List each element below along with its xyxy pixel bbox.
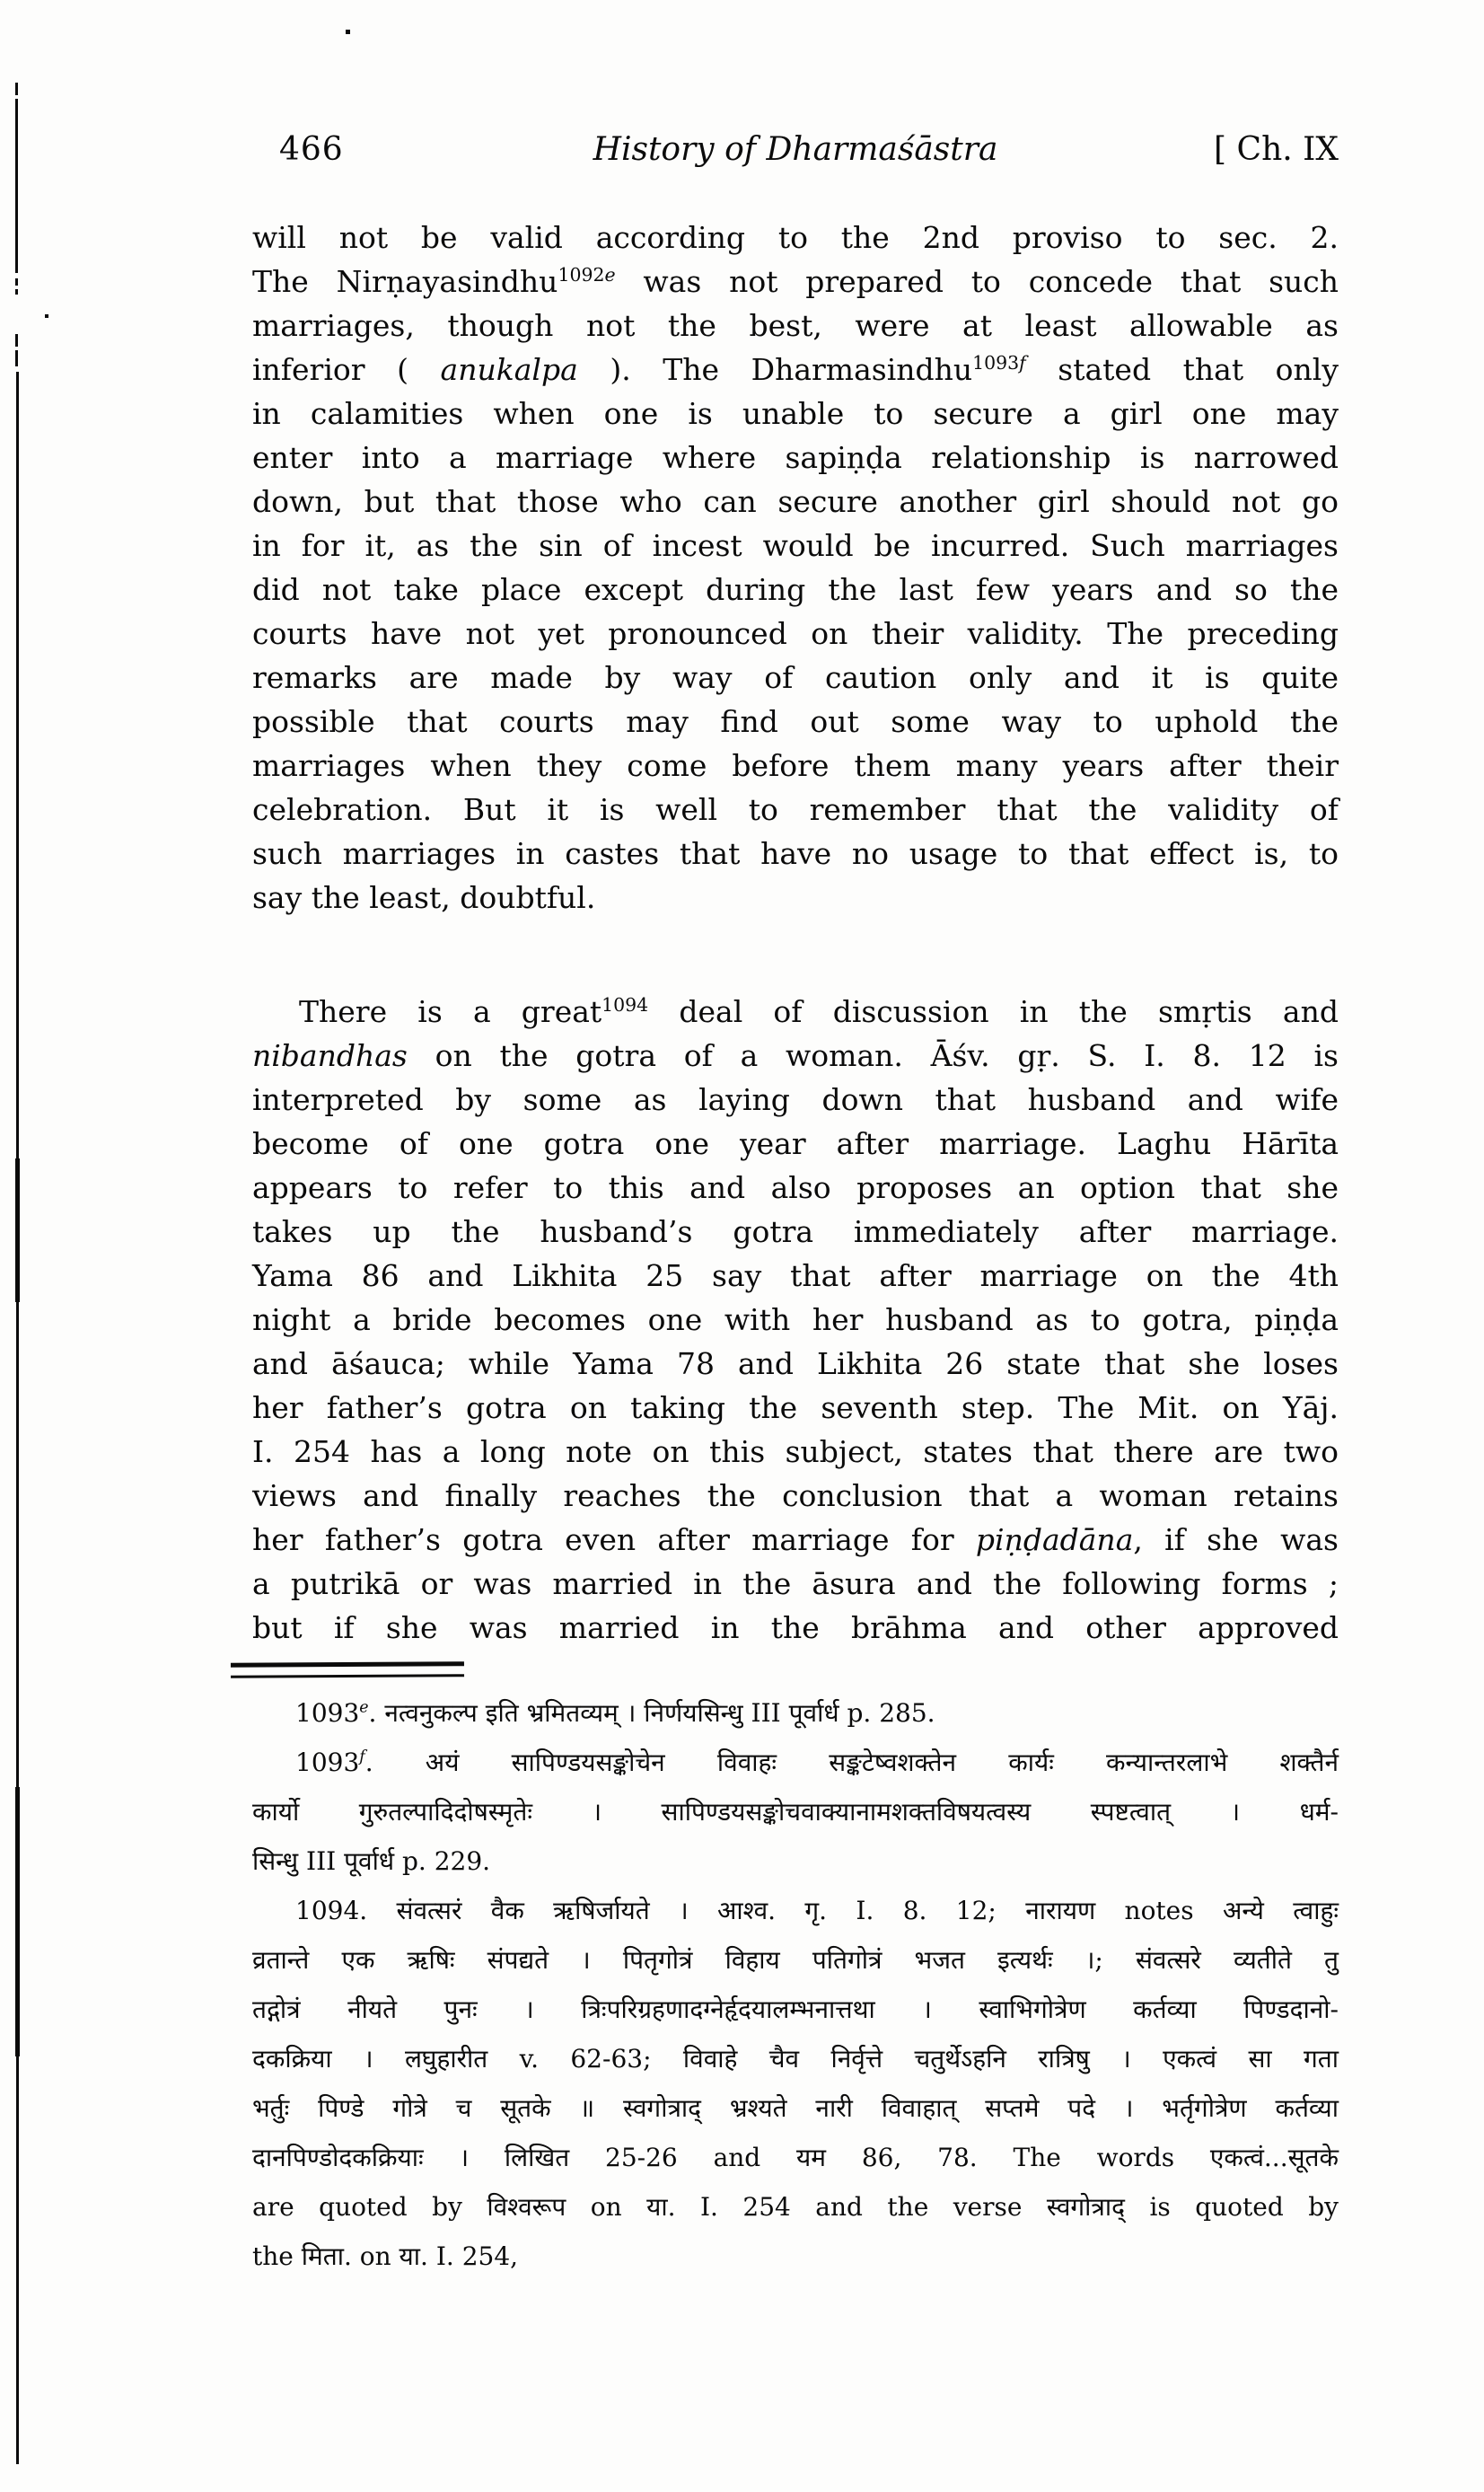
- footnote-marker: f: [359, 1748, 365, 1766]
- chapter-reference: [ Ch. IX: [1214, 131, 1339, 168]
- text-segment: तद्गोत्रं नीयते पुनः । त्रिःपरिग्रहणादग्नेर्हृदयालम्भनात्तथा । स्वाभिगोत्रेण कर्तव्या पिण्डदानो-: [252, 1994, 1339, 2024]
- text-segment: stated that only: [1025, 352, 1339, 387]
- text-line: [252, 1386, 1339, 1430]
- text-segment: 1093: [295, 1698, 360, 1728]
- footnote-line: [252, 2133, 1339, 2182]
- footnote-line: [252, 1688, 1339, 1738]
- text-line: [252, 788, 1339, 832]
- text-segment: remarks are made by way of caution only and it is quite: [252, 660, 1339, 695]
- scan-artifact-line: [15, 350, 18, 366]
- footnote-line: [252, 1935, 1339, 1985]
- running-header: [252, 131, 1339, 171]
- text-line: [252, 480, 1339, 524]
- text-segment: 1094. संवत्सरं वैक ऋषिर्जायते । आश्व. गृ. I. 8. 12; नारायण notes अन्ये त्वाहुः: [295, 1896, 1339, 1925]
- text-segment: courts have not yet pronounced on their validity. The preceding: [252, 616, 1339, 651]
- text-segment: . अयं सापिण्डयसङ्कोचेन विवाहः सङ्कटेष्वशक्तेन कार्यः कन्यान्तरलाभे शक्तैर्न: [364, 1748, 1339, 1777]
- text-line: [252, 656, 1339, 700]
- para-1: [252, 216, 1339, 920]
- text-segment: celebration. But it is well to remember that the validity of: [252, 792, 1339, 827]
- footnote-line: [252, 2034, 1339, 2083]
- book-title: History of Dharmaśāstra: [593, 131, 998, 168]
- text-segment: appears to refer to this and also proposes an option that she: [252, 1170, 1339, 1205]
- text-line: [252, 348, 1339, 392]
- text-line: [252, 700, 1339, 744]
- text-segment: भर्तुः पिण्डे गोत्रे च सूतके ॥ स्वगोत्राद् भ्रश्यते नारी विवाहात् सप्तमे पदे । भर्तृगोत्रेण कर्तव्या: [252, 2093, 1339, 2123]
- text-segment: कार्यो गुरुतल्पादिदोषस्मृतेः । सापिण्डयसङ्कोचवाक्यानामशक्तविषयत्वस्य स्पष्टत्वात् । धर्म-: [252, 1797, 1339, 1827]
- scan-artifact-line: [15, 278, 18, 286]
- text-line: [252, 1430, 1339, 1474]
- scan-artifact-speck: [45, 314, 48, 318]
- text-segment: was not prepared to concede that such: [615, 264, 1339, 299]
- text-segment: on the gotra of a woman. Āśv. gṛ. S. I. 8. 12 is: [407, 1038, 1339, 1073]
- text-line: [252, 260, 1339, 304]
- scan-artifact-line: [15, 1787, 20, 2056]
- text-segment: दकक्रिया । लघुहारीत v. 62-63; विवाहे चैव निर्वृत्ते चतुर्थेऽहनि रात्रिषु । एकत्वं सा गता: [252, 2044, 1339, 2074]
- text-line: [252, 1078, 1339, 1122]
- footnote-line: [252, 1738, 1339, 1787]
- text-line: [252, 436, 1339, 480]
- text-segment: views and finally reaches the conclusion that a woman retains: [252, 1478, 1339, 1513]
- text-segment: I. 254 has a long note on this subject, states that there are two: [252, 1434, 1339, 1469]
- page-number: 466: [279, 131, 344, 168]
- text-segment: become of one gotra one year after marriage. Laghu Hārīta: [252, 1126, 1339, 1161]
- text-line: [252, 876, 1339, 920]
- text-segment: anukalpa: [440, 352, 578, 387]
- text-segment: ). The Dharmasindhu: [577, 352, 973, 387]
- text-segment: nibandhas: [252, 1038, 408, 1073]
- text-line: [252, 1562, 1339, 1606]
- text-segment: . नत्वनुकल्प इति भ्रमितव्यम् । निर्णयसिन्धु III पूर्वार्ध p. 285.: [368, 1698, 935, 1728]
- footnote-marker: e: [604, 264, 616, 286]
- text-segment: did not take place except during the last few years and so the: [252, 572, 1339, 607]
- footnote-line: [252, 1985, 1339, 2034]
- text-line: [252, 1518, 1339, 1562]
- text-line: [252, 524, 1339, 568]
- text-segment: her father’s gotra on taking the seventh step. The Mit. on Yāj.: [252, 1390, 1339, 1425]
- footnote-marker: e: [359, 1698, 369, 1717]
- text-line: [252, 1210, 1339, 1254]
- scan-artifact-line: [16, 372, 19, 2464]
- text-line: [252, 1254, 1339, 1298]
- text-line: [252, 392, 1339, 436]
- scan-artifact-speck: [346, 30, 350, 34]
- text-line: [252, 744, 1339, 788]
- text-segment: व्रतान्ते एक ऋषिः संपद्यते । पितृगोत्रं विहाय पतिगोत्रं भजत इत्यर्थः ।; संवत्सरे व्यतीते तु: [252, 1945, 1339, 1975]
- text-line: [252, 1166, 1339, 1210]
- text-line: [252, 1342, 1339, 1386]
- footnote-line: [252, 2083, 1339, 2133]
- text-segment: marriages, though not the best, were at least allowable as: [252, 308, 1339, 343]
- text-line: [252, 1298, 1339, 1342]
- text-line: [252, 990, 1339, 1034]
- footnote-marker: 1094: [602, 994, 649, 1016]
- text-segment: marriages when they come before them many years after their: [252, 748, 1339, 783]
- text-segment: enter into a marriage where sapiṇḍa relationship is narrowed: [252, 440, 1339, 475]
- footnote-line: [252, 2182, 1339, 2232]
- text-line: [252, 832, 1339, 876]
- text-segment: will not be valid according to the 2nd proviso to sec. 2.: [252, 220, 1339, 255]
- footnote-line: [252, 2232, 1339, 2281]
- scan-artifact-line: [15, 289, 18, 295]
- text-segment: in calamities when one is unable to secure a girl one may: [252, 396, 1339, 431]
- scan-artifact-line: [15, 334, 18, 347]
- text-segment: in for it, as the sin of incest would be incurred. Such marriages: [252, 528, 1339, 563]
- footnote-marker: f: [1019, 352, 1026, 374]
- text-segment: such marriages in castes that have no usage to that effect is, to: [252, 836, 1339, 871]
- text-line: [252, 304, 1339, 348]
- footnote-marker: 1092: [558, 264, 605, 286]
- text-segment: The Nirṇayasindhu: [252, 264, 558, 299]
- text-segment: inferior (: [252, 352, 441, 387]
- scan-artifact-line: [15, 1158, 20, 1302]
- footnote-line: [252, 1787, 1339, 1836]
- text-segment: are quoted by विश्वरूप on या. I. 254 and the verse स्वगोत्राद् is quoted by: [252, 2192, 1339, 2222]
- footnote-separator-rule: [231, 1661, 464, 1678]
- text-segment: her father’s gotra even after marriage for: [252, 1522, 976, 1557]
- text-segment: down, but that those who can secure another girl should not go: [252, 484, 1339, 519]
- footnote-line: [252, 1886, 1339, 1935]
- text-segment: दानपिण्डोदकक्रियाः । लिखित 25-26 and यम 86, 78. The words एकत्वं...सूतके: [252, 2143, 1339, 2172]
- para-2: [252, 990, 1339, 1650]
- footnote-line: [252, 1836, 1339, 1886]
- text-segment: 1093: [295, 1748, 360, 1777]
- text-line: [252, 612, 1339, 656]
- body-text-block: [252, 216, 1339, 1650]
- scan-artifact-line: [15, 83, 18, 95]
- text-line: [252, 216, 1339, 260]
- text-segment: takes up the husband’s gotra immediately after marriage.: [252, 1214, 1339, 1249]
- text-segment: piṇḍadāna: [975, 1522, 1134, 1557]
- text-line: [252, 568, 1339, 612]
- text-segment: interpreted by some as laying down that husband and wife: [252, 1082, 1339, 1117]
- scan-artifact-line: [15, 99, 18, 273]
- text-segment: and āśauca; while Yama 78 and Likhita 26 state that she loses: [252, 1346, 1339, 1381]
- text-segment: possible that courts may find out some way to uphold the: [252, 704, 1339, 739]
- footnote-marker: 1093: [972, 352, 1020, 374]
- text-segment: but if she was married in the brāhma and other approved: [252, 1610, 1339, 1645]
- text-segment: , if she was: [1133, 1522, 1339, 1557]
- text-segment: a putrikā or was married in the āsura and the following forms ;: [252, 1566, 1339, 1601]
- footnote-block: [252, 1688, 1339, 2281]
- text-line: [252, 1122, 1339, 1166]
- text-line: [252, 1606, 1339, 1650]
- text-line: [252, 1474, 1339, 1518]
- text-segment: There is a great: [299, 994, 602, 1029]
- text-segment: Yama 86 and Likhita 25 say that after marriage on the 4th: [252, 1258, 1339, 1293]
- text-segment: say the least, doubtful.: [252, 880, 596, 915]
- text-segment: the मिता. on या. I. 254,: [252, 2241, 519, 2271]
- text-segment: night a bride becomes one with her husband as to gotra, piṇḍa: [252, 1302, 1339, 1337]
- text-segment: deal of discussion in the smṛtis and: [648, 994, 1339, 1029]
- text-segment: सिन्धु III पूर्वार्ध p. 229.: [252, 1846, 491, 1876]
- text-line: [252, 1034, 1339, 1078]
